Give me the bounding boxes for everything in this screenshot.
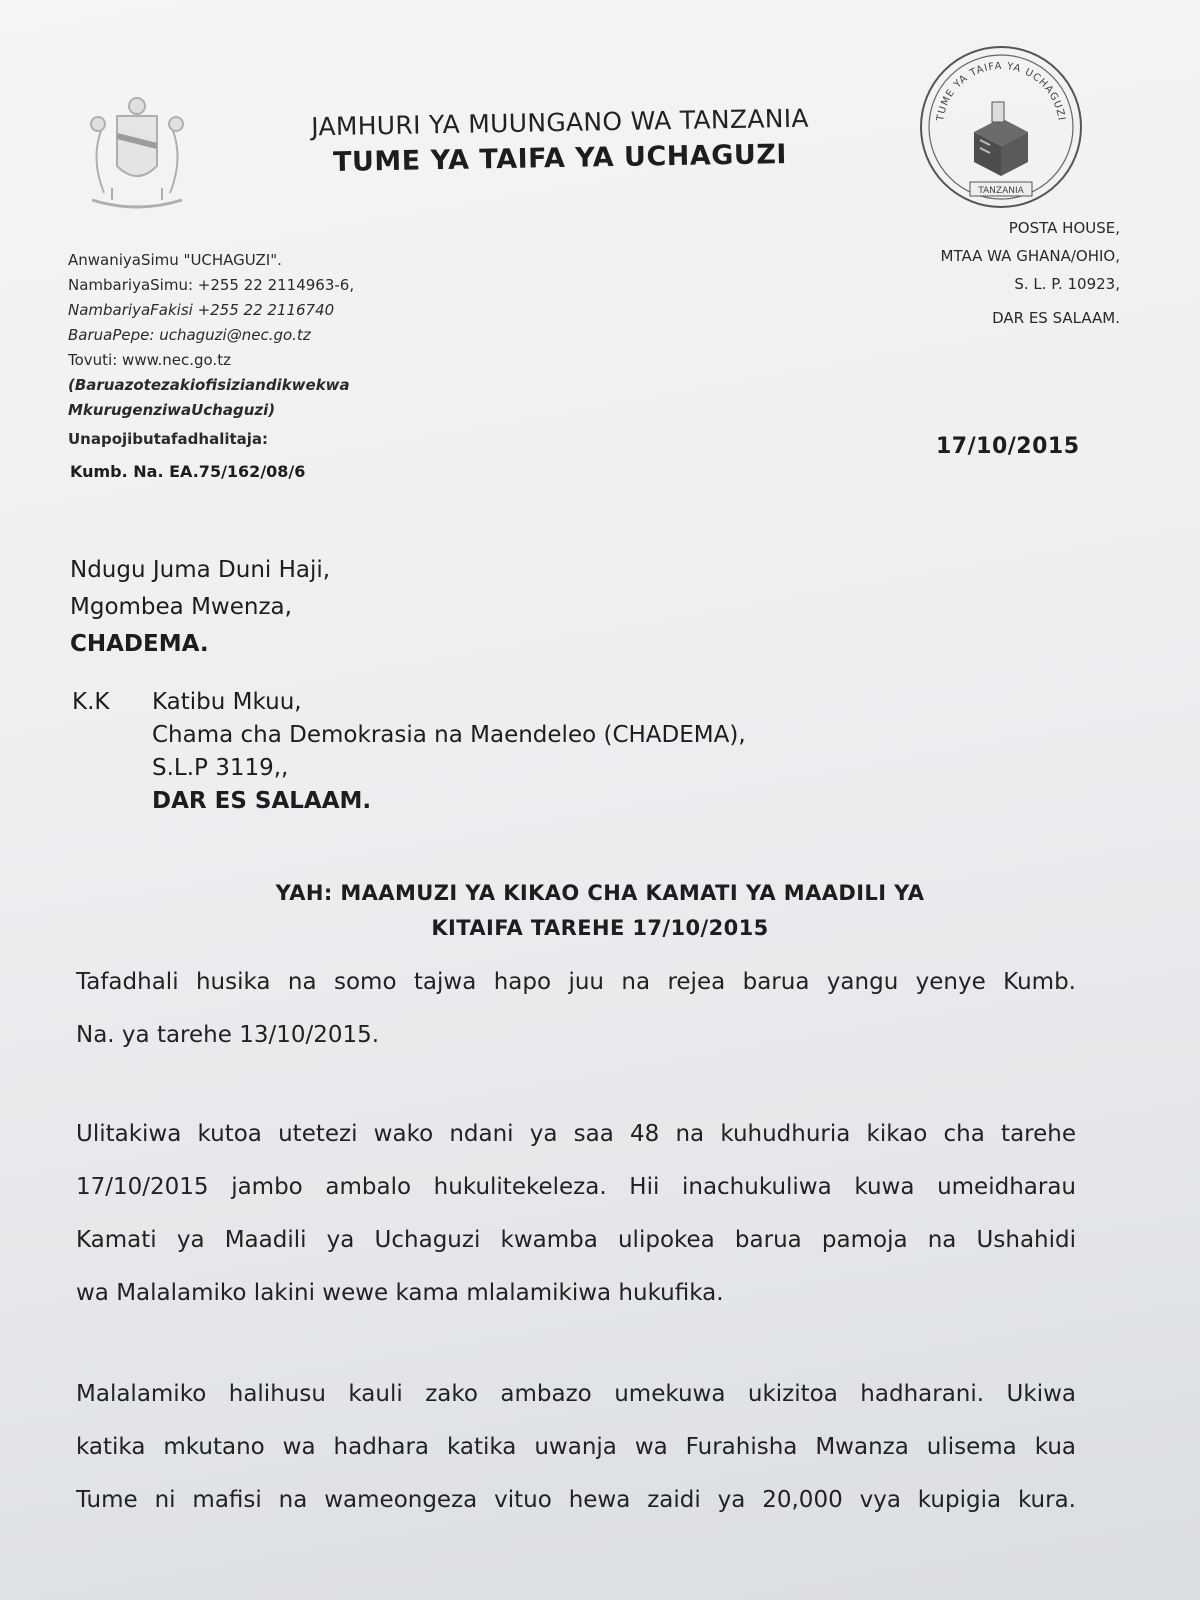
paragraph-line: Kamati ya Maadili ya Uchaguzi kwamba ulipokea barua pamoja na Ushahidi xyxy=(76,1227,1076,1253)
contact-details xyxy=(68,248,354,452)
fax-number: NambariyaFakisi +255 22 2116740 xyxy=(68,301,335,319)
address-line4: DAR ES SALAAM. xyxy=(992,309,1120,327)
paragraph-3 xyxy=(76,1368,1076,1527)
address-line1: POSTA HOUSE, xyxy=(1008,219,1120,237)
paragraph-line: katika mkutano wa hadhara katika uwanja wa Furahisha Mwanza ulisema kua xyxy=(76,1434,1076,1460)
recipient-name: Ndugu Juma Duni Haji, xyxy=(70,557,331,583)
paragraph-line: Tume ni mafisi na wameongeza vituo hewa zaidi ya 20,000 vya kupigia kura. xyxy=(76,1487,1076,1513)
recipient-party: CHADEMA. xyxy=(70,631,209,657)
paragraph-line: wa Malalamiko lakini wewe kama mlalamikiwa hukufika. xyxy=(76,1280,724,1306)
phone-number: NambariyaSimu: +255 22 2114963-6, xyxy=(68,276,355,294)
recipient-block xyxy=(70,552,330,663)
website: Tovuti: www.nec.go.tz xyxy=(68,351,231,369)
cc-line4: DAR ES SALAAM. xyxy=(152,788,372,814)
coat-of-arms-icon xyxy=(72,88,202,218)
address-line2: MTAA WA GHANA/OHIO, xyxy=(940,247,1120,265)
commission-name: TUME YA TAIFA YA UCHAGUZI xyxy=(332,139,788,178)
paragraph-line: 17/10/2015 jambo ambalo hukulitekeleza. Hii inachukuliwa kuwa umeidharau xyxy=(76,1174,1076,1200)
paragraph-line: Tafadhali husika na somo tajwa hapo juu na rejea barua yangu yenye Kumb. xyxy=(76,969,1076,995)
paragraph-line: Ulitakiwa kutoa utetezi wako ndani ya saa 48 na kuhudhuria kikao cha tarehe xyxy=(76,1121,1076,1147)
cc-label: K.K xyxy=(72,689,110,715)
address-line3: S. L. P. 10923, xyxy=(1014,275,1120,293)
subject-heading xyxy=(150,876,1050,946)
correspondence-note-line1: (Baruazotezakiofisiziandikwekwa xyxy=(68,376,350,394)
paragraph-line: Malalamiko halihusu kauli zako ambazo umekuwa ukizitoa hadharani. Ukiwa xyxy=(76,1381,1076,1407)
seal-bottom-text: TANZANIA xyxy=(978,186,1024,196)
paragraph-1 xyxy=(76,956,1076,1062)
subject-line1: YAH: MAAMUZI YA KIKAO CHA KAMATI YA MAADILI YA xyxy=(275,881,925,905)
reference-number: Kumb. Na. EA.75/162/08/6 xyxy=(70,462,306,481)
recipient-title: Mgombea Mwenza, xyxy=(70,594,292,620)
letterhead-title xyxy=(250,103,870,178)
subject-line2: KITAIFA TAREHE 17/10/2015 xyxy=(431,916,769,940)
cc-line2: Chama cha Demokrasia na Maendeleo (CHADEMA), xyxy=(152,722,746,748)
paragraph-line: Na. ya tarehe 13/10/2015. xyxy=(76,1022,380,1048)
republic-name: JAMHURI YA MUUNGANO WA TANZANIA xyxy=(310,103,810,142)
correspondence-note-line2: MkurugenziwaUchaguzi) xyxy=(68,401,276,419)
seal-top-text: TUME YA TAIFA YA UCHAGUZI xyxy=(935,60,1067,122)
letter-date: 17/10/2015 xyxy=(936,434,1080,459)
postal-address xyxy=(941,214,1120,332)
cc-line1: Katibu Mkuu, xyxy=(152,689,302,715)
telegram-address: AnwaniyaSimu "UCHAGUZI". xyxy=(68,251,282,269)
cc-line3: S.L.P 3119,, xyxy=(152,755,289,781)
reply-label: Unapojibutafadhalitaja: xyxy=(68,430,269,448)
email-address: BaruaPepe: uchaguzi@nec.go.tz xyxy=(68,326,311,344)
paragraph-2 xyxy=(76,1108,1076,1320)
ballot-box-icon xyxy=(974,102,1028,176)
election-commission-seal xyxy=(918,44,1084,210)
